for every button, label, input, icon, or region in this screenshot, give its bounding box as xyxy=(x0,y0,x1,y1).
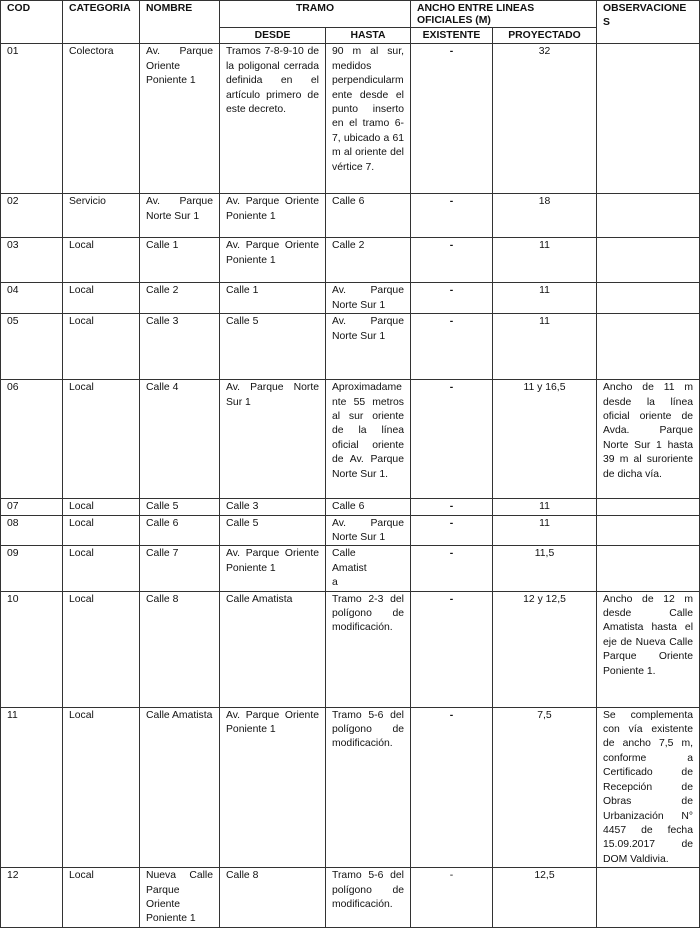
cell-desde: Tramos 7-8-9-10 de la poligonal cerrada definida en el artículo primero de este decreto. xyxy=(220,44,326,194)
cell-existente: - xyxy=(411,546,493,591)
table-row xyxy=(1,868,700,928)
cell-nombre: Calle 3 xyxy=(140,314,220,380)
cell-desde: Calle 8 xyxy=(220,868,326,928)
cell-hasta: Calle 6 xyxy=(326,499,411,515)
cell-desde: Av. Parque Norte Sur 1 xyxy=(220,380,326,499)
cell-categoria: Local xyxy=(63,499,140,515)
cell-cod: 03 xyxy=(1,238,63,283)
cell-cod: 11 xyxy=(1,707,63,867)
cell-cod: 08 xyxy=(1,515,63,546)
cell-hasta: Calle 6 xyxy=(326,194,411,238)
cell-cod: 05 xyxy=(1,314,63,380)
cell-proyectado: 11 xyxy=(493,515,597,546)
cell-categoria: Local xyxy=(63,283,140,314)
cell-hasta: Calle 2 xyxy=(326,238,411,283)
cell-cod: 06 xyxy=(1,380,63,499)
table-row xyxy=(1,314,700,380)
cell-proyectado: 11 xyxy=(493,314,597,380)
cell-observaciones: Se complementa con vía existente de ancho 7,5 m, conforme a Certificado de Recepción de Obras de Urbanización N° 4457 de fecha 15.09.2017 de DOM Valdivia. xyxy=(597,707,700,867)
cell-hasta: Tramo 2-3 del polígono de modificación. xyxy=(326,591,411,707)
cell-existente: - xyxy=(411,314,493,380)
cell-observaciones xyxy=(597,499,700,515)
header-ancho: ANCHO ENTRE LINEAS OFICIALES (M) xyxy=(411,1,597,28)
header-nombre: NOMBRE xyxy=(140,1,220,44)
cell-desde: Calle 5 xyxy=(220,314,326,380)
cell-existente: - xyxy=(411,499,493,515)
cell-categoria: Servicio xyxy=(63,194,140,238)
table-row xyxy=(1,44,700,194)
table-row xyxy=(1,707,700,867)
cell-categoria: Colectora xyxy=(63,44,140,194)
cell-categoria: Local xyxy=(63,314,140,380)
cell-hasta: Av. Parque Norte Sur 1 xyxy=(326,314,411,380)
header-desde: DESDE xyxy=(220,28,326,44)
cell-proyectado: 11 xyxy=(493,238,597,283)
cell-categoria: Local xyxy=(63,868,140,928)
cell-observaciones xyxy=(597,546,700,591)
cell-hasta: 90 m al sur, medidos perpendicularmente desde el punto inserto en el tramo 6-7, ubicado a 61 m al oriente del vértice 7. xyxy=(326,44,411,194)
cell-hasta: Tramo 5-6 del polígono de modificación. xyxy=(326,868,411,928)
cell-desde: Calle 5 xyxy=(220,515,326,546)
table-row xyxy=(1,380,700,499)
cell-categoria: Local xyxy=(63,515,140,546)
cell-nombre: Calle 4 xyxy=(140,380,220,499)
cell-existente: - xyxy=(411,591,493,707)
cell-nombre: Calle 7 xyxy=(140,546,220,591)
cell-categoria: Local xyxy=(63,380,140,499)
header-hasta: HASTA xyxy=(326,28,411,44)
cell-observaciones xyxy=(597,194,700,238)
table-row xyxy=(1,546,700,591)
cell-nombre: Calle 5 xyxy=(140,499,220,515)
cell-proyectado: 11,5 xyxy=(493,546,597,591)
cell-hasta: Aproximadamente 55 metros al sur oriente de la línea oficial oriente de Av. Parque Norte Sur 1. xyxy=(326,380,411,499)
cell-proyectado: 11 y 16,5 xyxy=(493,380,597,499)
cell-observaciones xyxy=(597,238,700,283)
cell-nombre: Calle Amatista xyxy=(140,707,220,867)
cell-nombre: Calle 2 xyxy=(140,283,220,314)
header-cod: COD xyxy=(1,1,63,44)
cell-proyectado: 11 xyxy=(493,283,597,314)
cell-cod: 10 xyxy=(1,591,63,707)
cell-categoria: Local xyxy=(63,591,140,707)
header-tramo: TRAMO xyxy=(220,1,411,28)
cell-proyectado: 7,5 xyxy=(493,707,597,867)
cell-existente: - xyxy=(411,194,493,238)
cell-cod: 09 xyxy=(1,546,63,591)
cell-nombre: Calle 8 xyxy=(140,591,220,707)
cell-observaciones: Ancho de 11 m desde la línea oficial oriente de Avda. Parque Norte Sur 1 hasta 39 m al suroriente de dicha vía. xyxy=(597,380,700,499)
header-existente: EXISTENTE xyxy=(411,28,493,44)
cell-existente: - xyxy=(411,707,493,867)
header-observaciones: OBSERVACIONES xyxy=(597,1,700,44)
cell-proyectado: 12,5 xyxy=(493,868,597,928)
header-proyectado: PROYECTADO xyxy=(493,28,597,44)
cell-existente: - xyxy=(411,44,493,194)
cell-proyectado: 18 xyxy=(493,194,597,238)
cell-hasta: Av. Parque Norte Sur 1 xyxy=(326,515,411,546)
cell-categoria: Local xyxy=(63,546,140,591)
cell-cod: 01 xyxy=(1,44,63,194)
table-row xyxy=(1,283,700,314)
cell-observaciones xyxy=(597,283,700,314)
cell-nombre: Nueva Calle Parque Oriente Poniente 1 xyxy=(140,868,220,928)
cell-existente: - xyxy=(411,380,493,499)
cell-cod: 12 xyxy=(1,868,63,928)
cell-categoria: Local xyxy=(63,238,140,283)
cell-desde: Av. Parque Oriente Poniente 1 xyxy=(220,194,326,238)
table-row xyxy=(1,194,700,238)
cell-cod: 04 xyxy=(1,283,63,314)
cell-desde: Av. Parque Oriente Poniente 1 xyxy=(220,546,326,591)
cell-existente: - xyxy=(411,515,493,546)
cell-observaciones xyxy=(597,314,700,380)
table-row xyxy=(1,499,700,515)
cell-desde: Calle 1 xyxy=(220,283,326,314)
cell-nombre: Av. Parque Oriente Poniente 1 xyxy=(140,44,220,194)
cell-desde: Calle 3 xyxy=(220,499,326,515)
cell-categoria: Local xyxy=(63,707,140,867)
cell-cod: 07 xyxy=(1,499,63,515)
cell-proyectado: 32 xyxy=(493,44,597,194)
cell-observaciones xyxy=(597,868,700,928)
cell-desde: Av. Parque Oriente Poniente 1 xyxy=(220,707,326,867)
cell-nombre: Calle 6 xyxy=(140,515,220,546)
table-row xyxy=(1,238,700,283)
cell-existente: - xyxy=(411,238,493,283)
cell-hasta: Av. Parque Norte Sur 1 xyxy=(326,283,411,314)
cell-hasta: Calle Amatista xyxy=(326,546,411,591)
cell-existente: - xyxy=(411,283,493,314)
cell-proyectado: 12 y 12,5 xyxy=(493,591,597,707)
cell-existente: - xyxy=(411,868,493,928)
cell-observaciones: Ancho de 12 m desde Calle Amatista hasta el eje de Nueva Calle Parque Oriente Poniente 1. xyxy=(597,591,700,707)
cell-proyectado: 11 xyxy=(493,499,597,515)
cell-desde: Av. Parque Oriente Poniente 1 xyxy=(220,238,326,283)
cell-observaciones xyxy=(597,515,700,546)
table-row xyxy=(1,591,700,707)
cell-observaciones xyxy=(597,44,700,194)
cell-desde: Calle Amatista xyxy=(220,591,326,707)
cell-nombre: Calle 1 xyxy=(140,238,220,283)
header-categoria: CATEGORIA xyxy=(63,1,140,44)
cell-cod: 02 xyxy=(1,194,63,238)
table-row xyxy=(1,515,700,546)
cell-hasta: Tramo 5-6 del polígono de modificación. xyxy=(326,707,411,867)
cell-nombre: Av. Parque Norte Sur 1 xyxy=(140,194,220,238)
